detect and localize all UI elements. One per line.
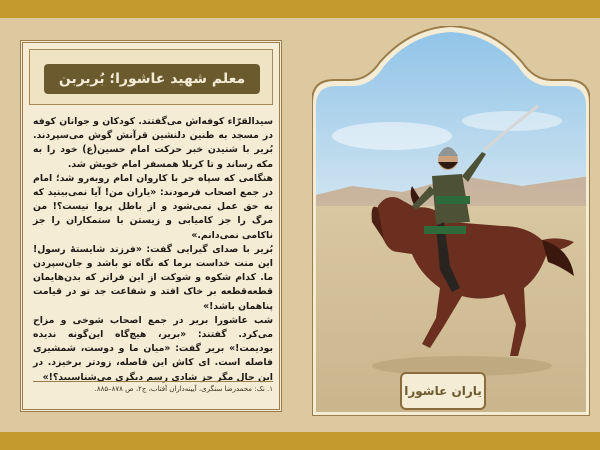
horseman-illustration: [312, 26, 590, 416]
top-border: [0, 0, 600, 18]
logo-text: یاران عاشورا: [404, 384, 482, 398]
paragraph: شب عاشورا بریر در جمع اصحاب شوخی و مزاح می‌کرد. گفتند: «بریر، هیچ‌گاه این‌گونه ندیده بودیمت!» بریر گفت: «میان ما و دوست، شمشیری فاصله است. ای کاش این فاصله، زودتر برخیزد. در این حال مگر جز شادی رسم دیگری می‌شناسیید؟!»: [33, 314, 273, 383]
page-title: معلم شهید عاشورا؛ بُریربن حضیر: [44, 64, 260, 94]
paragraph: هنگامی که سپاه حر با کاروان امام روبه‌رو شد؛ امام در جمع اصحاب فرمودند: «یاران من! آیا نمی‌بینید که به حق عمل نمی‌شود و از باطل پروا نیست؟! من مرگ را جز کامیابی و زیستن با ستمکاران را جز ناکامی نمی‌دانم.»: [33, 172, 273, 241]
yaran-ashura-logo: [400, 372, 486, 410]
title-frame: [29, 49, 273, 117]
paragraph: سیدالقرّاء کوفه‌اش می‌گفتند. کودکان و جوانان کوفه در مسجد به طنین دلنشین قرآنش گوش می‌سپردند. بُریر با شنیدن خبر حرکت امام حسین(ع) خود را به مکه رساند و تا کربلا همسفر امام خویش شد.: [33, 116, 273, 170]
paragraph: بُریر با صدای گیرایی گفت: «فرزند شایستهٔ رسول! این منت خداست برما که نگاه تو باشد و جان‌سپردن ما. کدام شکوه و شوکت از این فراتر که بدن‌هایمان قطعه‌قطعه بر خاک افتد و شفاعت جد تو در قیامت پناهمان باشد!»: [33, 243, 273, 312]
story-text: [33, 115, 273, 385]
bottom-border: [0, 432, 600, 450]
text-card: [20, 40, 282, 412]
footnote: ۱. نک: محمدرضا سنگری، آیینه‌داران آفتاب، ج۲، ص ۸۷۸–۸۸۵.: [33, 381, 273, 393]
